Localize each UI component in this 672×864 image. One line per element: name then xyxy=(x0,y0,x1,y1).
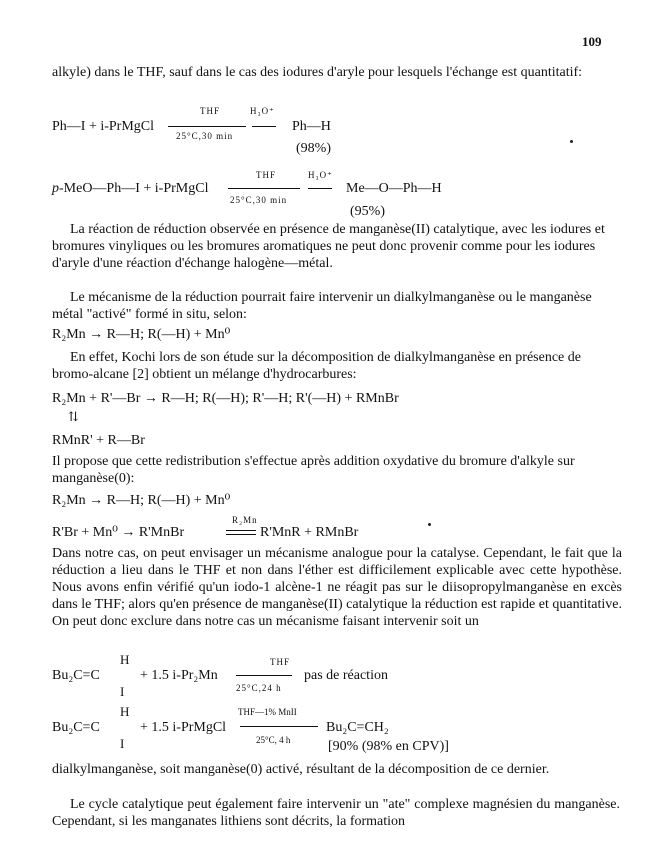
eq2-product: Me—O—Ph—H xyxy=(346,181,442,196)
eq8-arrow xyxy=(236,675,292,676)
eq8-i: I xyxy=(120,684,125,699)
eq2-cond-top: THF xyxy=(256,170,277,180)
speck xyxy=(570,140,573,143)
equation-3: R₂Mn → R—H; R(—H) + Mn⁰ xyxy=(52,327,231,342)
paragraph-1: La réaction de réduction observée en présence de manganèse(II) catalytique, avec les iodures et bromures vinyliques ou les bromures aromatiques ne peut donc provenir comme pour les iodures d'aryle d'une réaction d'échange halogène—métal. xyxy=(52,222,605,271)
eq8-reagent: + 1.5 i-Pr₂Mn xyxy=(140,668,218,683)
paragraph-6: dialkylmanganèse, soit manganèse(0) activé, résultant de la décomposition de ce dernier. xyxy=(52,762,550,777)
eq8-result: pas de réaction xyxy=(304,668,388,683)
eq1-left: Ph—I + i-PrMgCl xyxy=(52,119,155,134)
eq2-left-text: -MeO—Ph—I + i-PrMgCl xyxy=(59,181,209,196)
eq7-left: R'Br + Mn⁰ → R'MnBr xyxy=(52,525,185,540)
eq8-cond-top: THF xyxy=(270,657,291,667)
eq2-quench: H₃O⁺ xyxy=(308,170,333,180)
eq1-arrow xyxy=(168,126,246,127)
eq2-para-prefix: p xyxy=(52,181,59,196)
equation-5: RMnR' + R—Br xyxy=(52,433,145,448)
eq9-cond-bottom: 25°C, 4 h xyxy=(256,735,291,745)
eq2-arrow xyxy=(228,188,300,189)
eq2-cond-bottom: 25°C,30 min xyxy=(230,195,288,205)
eq8-cond-bottom: 25°C,24 h xyxy=(236,683,282,693)
eq1-yield: (98%) xyxy=(296,141,331,156)
paragraph-7: Le cycle catalytique peut également faire intervenir un "ate" complexe magnésien du manganèse. Cependant, si les manganates lithiens sont décrits, la formation xyxy=(52,797,620,829)
paragraph-4: Il propose que cette redistribution s'effectue après addition oxydative du bromure d'alkyle sur manganèse(0): xyxy=(52,454,575,486)
eq9-product: Bu₂C=CH₂ xyxy=(326,720,389,735)
eq1-cond-bottom: 25°C,30 min xyxy=(176,131,234,141)
eq9-h: H xyxy=(120,704,130,719)
eq9-reagent: + 1.5 i-PrMgCl xyxy=(140,720,227,735)
eq1-product: Ph—H xyxy=(292,119,331,134)
eq1-quench: H₃O⁺ xyxy=(250,106,275,116)
paragraph-2: Le mécanisme de la réduction pourrait faire intervenir un dialkylmanganèse ou le manganèse métal "activé" formé in situ, selon: xyxy=(52,290,592,322)
eq2-arrow-2 xyxy=(308,188,332,189)
eq9-i: I xyxy=(120,736,125,751)
equilibrium-arrow-icon: ⇅ xyxy=(68,409,79,424)
eq1-cond-top: THF xyxy=(200,106,221,116)
eq9-yield: [90% (98% en CPV)] xyxy=(328,739,449,754)
eq7-cond: R₂Mn xyxy=(232,515,258,525)
eq7-right: R'MnR + RMnBr xyxy=(260,525,359,540)
eq7-arrow-top xyxy=(226,530,256,531)
eq2-yield: (95%) xyxy=(350,204,385,219)
page-number: 109 xyxy=(582,34,602,49)
intro-text: alkyle) dans le THF, sauf dans le cas des iodures d'aryle pour lesquels l'échange est quantitatif: xyxy=(52,65,583,80)
eq9-cond-top: THF—1% MnII xyxy=(238,707,297,717)
eq1-arrow-2 xyxy=(252,126,276,127)
eq9-arrow xyxy=(240,726,318,727)
equation-6: R₂Mn → R—H; R(—H) + Mn⁰ xyxy=(52,493,231,508)
equation-4: R₂Mn + R'—Br → R—H; R(—H); R'—H; R'(—H) + RMnBr xyxy=(52,391,399,406)
paragraph-5: Dans notre cas, on peut envisager un mécanisme analogue pour la catalyse. Cependant, le fait que la réduction a lieu dans le THF et non dans l'éther est difficilement explicable avec cette hypothèse. Nous avons enfin vérifié qu'un iodo-1 alcène-1 ne réagit pas sur le diisopropylmanganèse en excès dans le THF; alors qu'en présence de manganèse(II) catalytique la réduction est rapide et quantitative. On peut donc exclure dans notre cas un mécanisme faisant intervenir soit un xyxy=(52,546,622,629)
eq8-h: H xyxy=(120,652,130,667)
eq7-arrow-bottom xyxy=(226,534,256,535)
eq2-left xyxy=(52,180,208,197)
paragraph-3: En effet, Kochi lors de son étude sur la décomposition de dialkylmanganèse en présence de bromo-alcane [2] obtient un mélange d'hydrocarbures: xyxy=(52,350,581,382)
eq8-substrate: Bu₂C=C xyxy=(52,668,100,683)
eq9-substrate: Bu₂C=C xyxy=(52,720,100,735)
speck xyxy=(428,523,431,526)
